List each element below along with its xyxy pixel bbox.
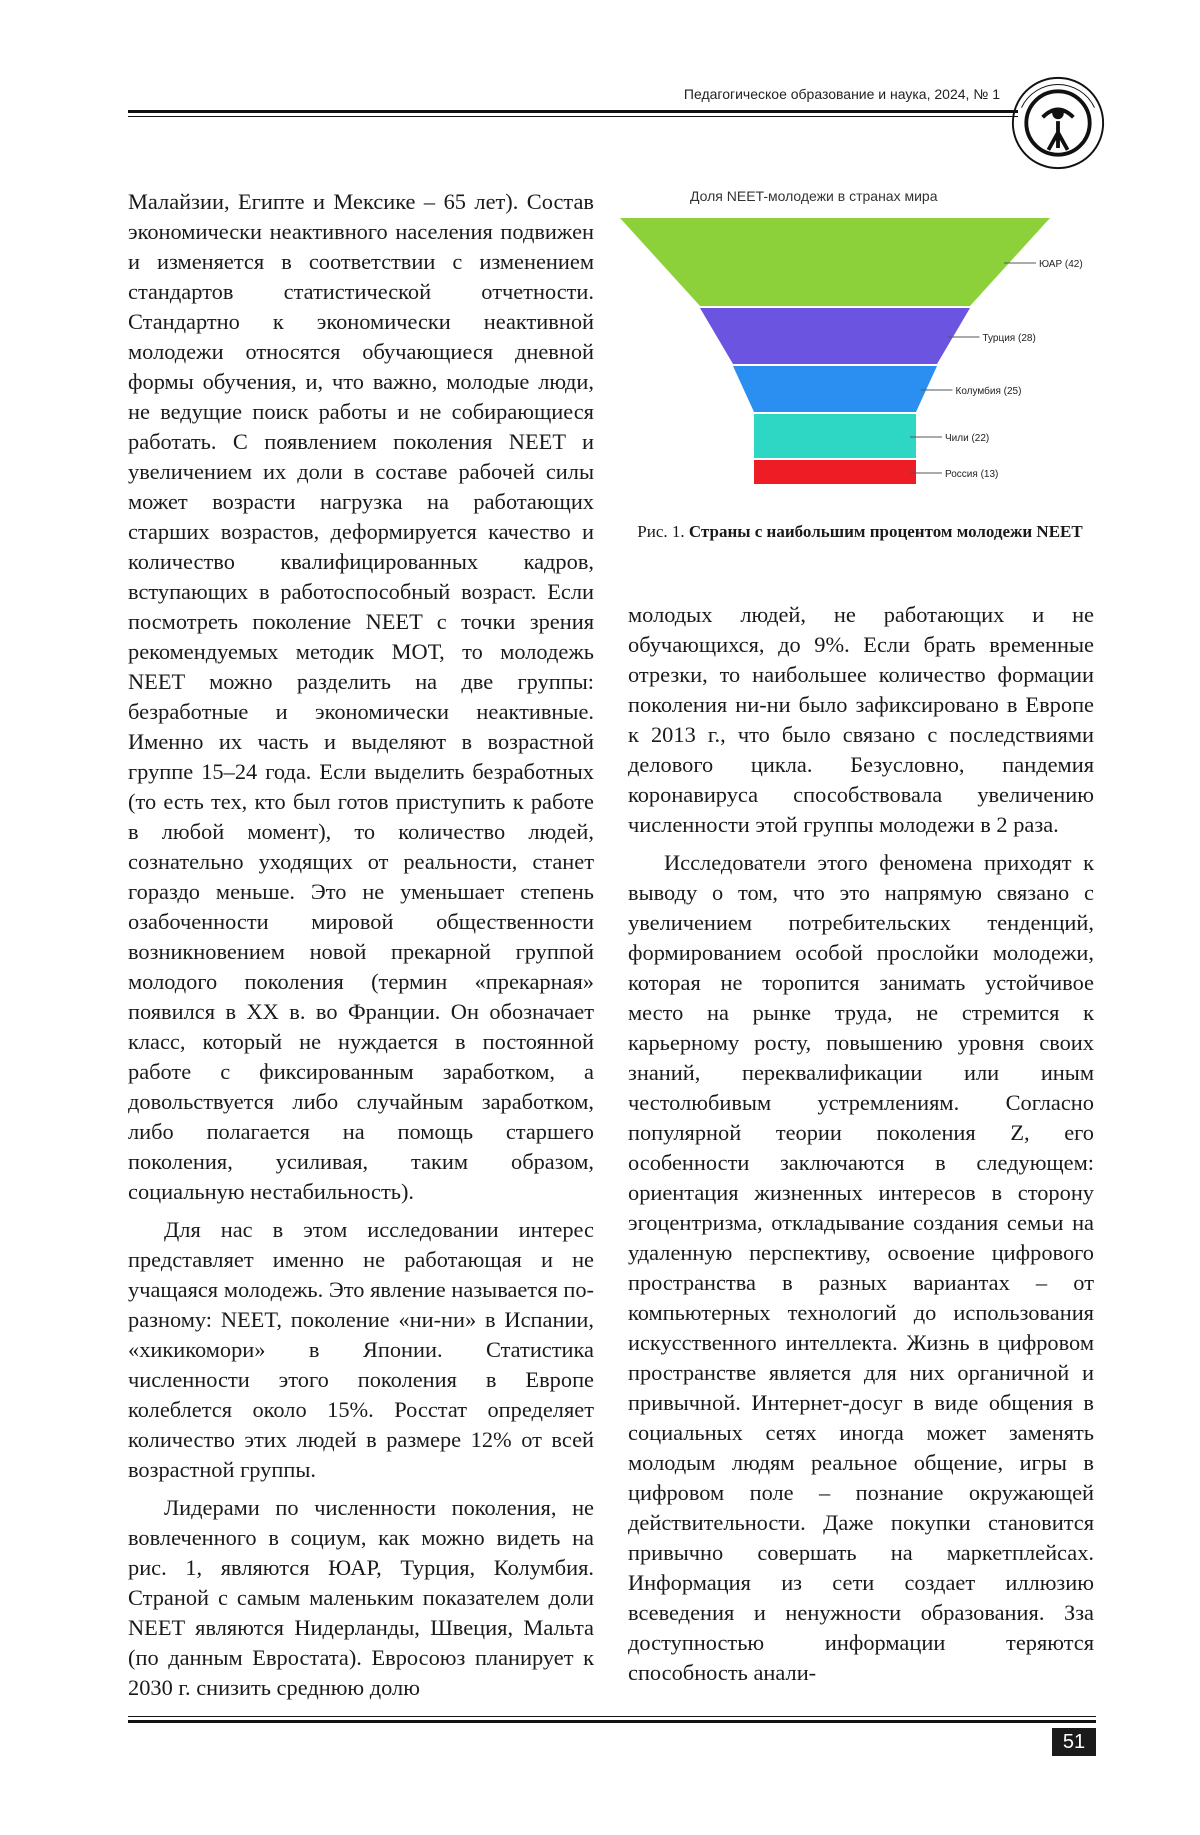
- funnel-label: Турция (28): [982, 333, 1036, 344]
- paragraph: молодых людей, не работающих и не обучающихся, до 9%. Если брать временные отрезки, то наибольшее количество формации поколения ни-ни было зафиксировано в Европе к 2013 г., что было связано с последствиями делового цикла. Безусловно, пандемия коронавируса способствовала увеличению численности этой группы молодежи в 2 раза.: [628, 602, 1094, 837]
- funnel-label: ЮАР (42): [1039, 259, 1083, 270]
- funnel-segment-3: [754, 414, 989, 458]
- funnel-label: Колумбия (25): [955, 386, 1022, 397]
- chart-title: Доля NEET-молодежи в странах мира: [690, 188, 938, 204]
- figure-caption: [620, 520, 1100, 543]
- journal-logo-icon: [1010, 75, 1106, 171]
- footer-rule-thick: [128, 1720, 1096, 1723]
- funnel-bar: [700, 308, 970, 364]
- paragraph: Для нас в этом исследовании интерес представляет именно не работающая и не учащаяся молодежь. Это явление называется по-разному: NEET, поколение «ни-ни» в Испании, «хикикомори» в Японии. Статистика численности этого поколения в Европе колеблется около 15%. Росстат определяет количество этих людей в размере 12% от всей возрастной группы.: [128, 1217, 594, 1482]
- funnel-segment-1: [700, 308, 1036, 364]
- funnel-chart: [620, 218, 1100, 508]
- header-rule-thin: [128, 116, 1018, 117]
- funnel-label: Россия (13): [945, 469, 999, 480]
- funnel-segment-0: [620, 218, 1083, 306]
- journal-header: Педагогическое образование и наука, 2024, № 1: [683, 86, 1000, 102]
- right-column: [628, 600, 1094, 1688]
- funnel-bar: [754, 414, 916, 458]
- funnel-segment-2: [733, 366, 1021, 412]
- footer-rule-thin: [128, 1716, 1096, 1717]
- paragraph: Лидерами по численности поколения, не вовлеченного в социум, как можно видеть на рис. 1, являются ЮАР, Турция, Колумбия. Страной с самым маленьким показателем доли NEET являются Нидерланды, Швеция, Мальта (по данным Евростата). Евросоюз планирует к 2030 г. снизить среднюю долю: [128, 1495, 594, 1700]
- funnel-label: Чили (22): [945, 433, 990, 444]
- funnel-bar: [620, 218, 1050, 306]
- funnel-segment-4: [754, 460, 998, 484]
- paragraph: Малайзии, Египте и Мексике – 65 лет). Состав экономически неактивного населения подвижен и изменяется в соответствии с изменением стандартов статистической отчетности. Стандартно к экономически неактивной молодежи относятся обучающиеся дневной формы обучения, и, что важно, молодые люди, не ведущие поиск работы и не собирающиеся работать. С появлением поколения NEET и увеличением их доли в составе рабочей силы может возрасти нагрузка на работающих старших возрастов, деформируется качество и количество квалифицированных кадров, вступающих в работоспособный возраст. Если посмотреть поколение NEET с точки зрения рекомендуемых методик МОТ, то молодежь NEET можно разделить на две группы: безработные и экономически неактивные. Именно их часть и выделяют в возрастной группе 15–24 года. Если выделить безработных (то есть тех, кто был готов приступить к работе в любой момент), то количество людей, сознательно уходящих от реальности, станет гораздо меньше. Это не уменьшает степень озабоченности мировой общественности возникновением новой прекарной группой молодого поколения (термин «прекарная» появился в XX в. во Франции. Он обозначает класс, который не нуждается в постоянной работе с фиксированным заработком, а довольствуется либо случайным заработком, либо полагается на помощь старшего поколения, усиливая, таким образом, социальную нестабильность).: [128, 189, 594, 1204]
- funnel-bar: [754, 460, 916, 484]
- paragraph: Исследователи этого феномена приходят к выводу о том, что это напрямую связано с увеличением потребительских тенденций, формированием особой прослойки молодежи, которая не торопится занимать устойчивое место на рынке труда, не стремится к карьерному росту, повышению уровня своих знаний, переквалификации или иным честолюбивым устремлениям. Согласно популярной теории поколения Z, его особенности заключаются в следующем: ориентация жизненных интересов в сторону эгоцентризма, откладывание создания семьи на удаленную перспективу, освоение цифрового пространства в разных вариантах – от компьютерных технологий до использования искусственного интеллекта. Жизнь в цифровом пространстве является для них органичной и привычной. Интернет-досуг в виде общения в социальных сетях иногда может заменять молодым людям реальное общение, игры в цифровом поле – познание окружающей действительности. Даже покупки становится привычно совершать на маркетплейсах. Информация из сети создает иллюзию всеведения и ненужности образования. Зза доступностью информации теряются способность анали-: [628, 850, 1094, 1685]
- header-rule-thick: [128, 110, 1018, 113]
- funnel-bar: [733, 366, 937, 412]
- left-column: [128, 187, 594, 1703]
- page-number: 51: [1052, 1728, 1096, 1756]
- caption-title: Страны с наибольшим процентом молодежи NEET: [688, 522, 1083, 541]
- caption-prefix: Рис. 1.: [637, 522, 685, 541]
